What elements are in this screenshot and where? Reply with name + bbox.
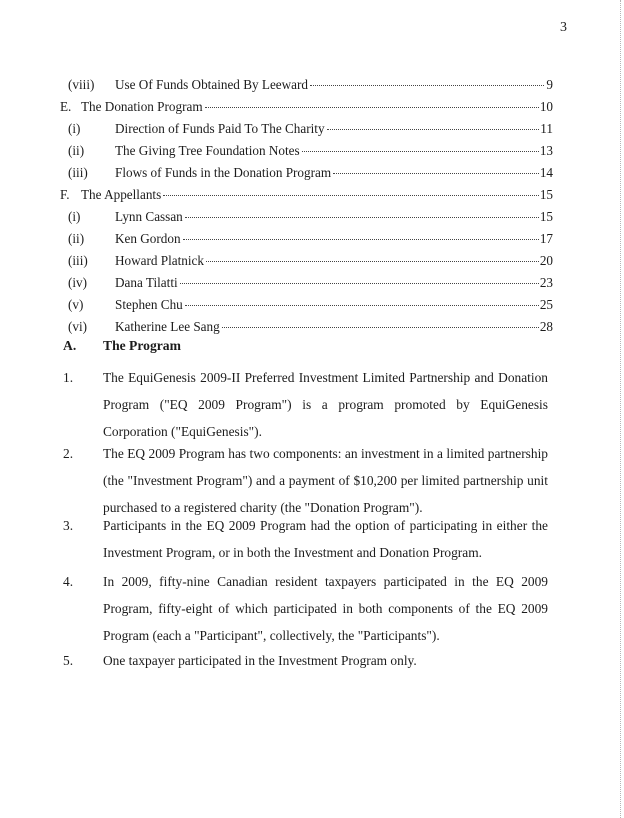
numbered-paragraph <box>63 512 548 566</box>
toc-entry-number: (iv) <box>68 275 88 290</box>
toc-entry-page: 15 <box>539 209 553 224</box>
dot-leader <box>183 225 539 240</box>
toc-entry-title: Stephen Chu <box>115 297 183 312</box>
paragraph-number: 3. <box>63 518 74 533</box>
toc-entry-title: The Appellants <box>81 187 162 202</box>
toc-entry-page: 15 <box>539 187 553 202</box>
toc-entry-title: Direction of Funds Paid To The Charity <box>115 121 325 136</box>
section-letter: A. <box>63 338 77 353</box>
numbered-paragraph <box>63 364 548 445</box>
toc-entry-number: (vi) <box>68 319 88 334</box>
toc-entry-number: (ii) <box>68 231 85 246</box>
toc-entry-page: 17 <box>539 231 553 246</box>
dot-leader <box>310 71 544 86</box>
dot-leader <box>185 291 539 306</box>
toc-entry-title: Ken Gordon <box>115 231 181 246</box>
toc-entry-page: 9 <box>546 77 553 92</box>
dot-leader <box>163 181 539 196</box>
toc-entry-page: 20 <box>539 253 553 268</box>
toc-entry-page: 14 <box>539 165 553 180</box>
paragraph-number: 2. <box>63 446 74 461</box>
dot-leader <box>205 93 539 108</box>
dot-leader <box>333 159 539 174</box>
dot-leader <box>185 203 539 218</box>
paragraph-text: Participants in the EQ 2009 Program had the option of participating in either the Investment Program, or in both the Investment and Donation Program. <box>103 518 548 560</box>
dot-leader <box>302 137 539 152</box>
toc-entry-title: Flows of Funds in the Donation Program <box>115 165 332 180</box>
paragraph-number: 1. <box>63 370 74 385</box>
paragraph-text: In 2009, fifty-nine Canadian resident taxpayers participated in the EQ 2009 Program, fifty-eight of which participated in both components of the EQ 2009 Program (each a "Participant", collectively, the "Participants"). <box>103 574 548 643</box>
toc-entry-page: 13 <box>539 143 553 158</box>
toc-entry-page: 23 <box>539 275 553 290</box>
paragraph-text: One taxpayer participated in the Investment Program only. <box>103 653 417 668</box>
toc-entry-title: Use Of Funds Obtained By Leeward <box>115 77 309 92</box>
toc-entry-page: 28 <box>539 319 553 334</box>
paragraph-text: The EquiGenesis 2009-II Preferred Investment Limited Partnership and Donation Program ("EQ 2009 Program") is a program promoted by EquiGenesis Corporation ("EquiGenesis"). <box>103 370 548 439</box>
page-number: 3 <box>560 20 567 35</box>
toc-entry-number: (iii) <box>68 253 88 268</box>
toc-entry-page: 10 <box>539 99 553 114</box>
toc-entry-number: F. <box>60 187 70 202</box>
toc-entry-title: Katherine Lee Sang <box>115 319 220 334</box>
paragraph-text: The EQ 2009 Program has two components: an investment in a limited partnership (the "Investment Program") and a payment of $10,200 per limited partnership unit purchased to a registered charity (the "Donation Program"). <box>103 446 548 515</box>
toc-entry[interactable] <box>58 316 553 338</box>
dot-leader <box>327 115 540 130</box>
table-of-contents <box>58 74 553 338</box>
toc-entry-number: (viii) <box>68 77 95 92</box>
toc-entry-title: Lynn Cassan <box>115 209 183 224</box>
numbered-paragraph <box>63 647 548 674</box>
dot-leader <box>206 247 539 262</box>
toc-entry-title: The Giving Tree Foundation Notes <box>115 143 300 158</box>
paragraph-number: 5. <box>63 653 74 668</box>
numbered-paragraph <box>63 568 548 649</box>
toc-entry-page: 25 <box>539 297 553 312</box>
toc-entry-number: E. <box>60 99 72 114</box>
toc-entry-number: (v) <box>68 297 84 312</box>
section-title: The Program <box>103 338 181 353</box>
dot-leader <box>222 313 539 328</box>
toc-entry-number: (i) <box>68 209 81 224</box>
toc-entry-title: Howard Platnick <box>115 253 204 268</box>
toc-entry-number: (i) <box>68 121 81 136</box>
toc-entry-number: (iii) <box>68 165 88 180</box>
dot-leader <box>180 269 539 284</box>
numbered-paragraph <box>63 440 548 521</box>
scan-edge-line <box>620 0 621 818</box>
toc-entry-title: The Donation Program <box>81 99 203 114</box>
toc-entry-page: 11 <box>540 121 553 136</box>
paragraph-number: 4. <box>63 574 74 589</box>
toc-entry-title: Dana Tilatti <box>115 275 178 290</box>
toc-entry-number: (ii) <box>68 143 85 158</box>
